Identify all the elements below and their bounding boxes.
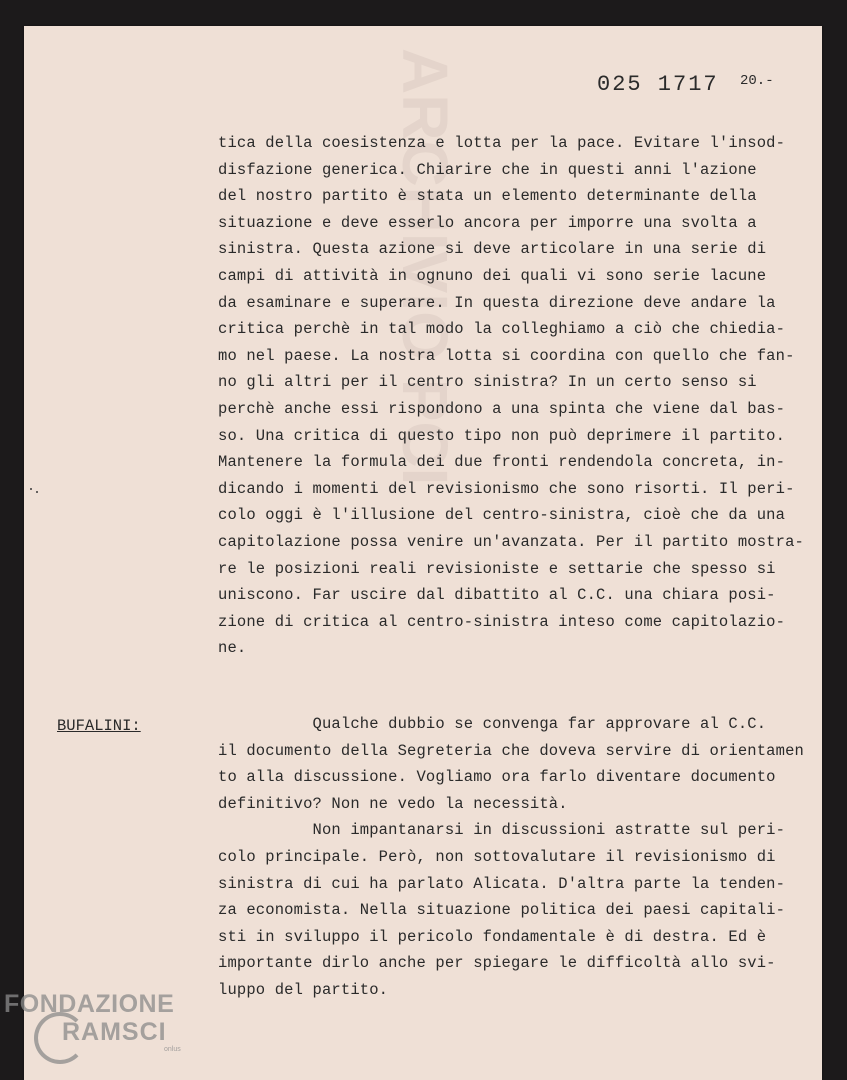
text-line: sinistra. Questa azione si deve articolare in una serie di	[218, 240, 767, 259]
text-line: situazione e deve esserlo ancora per imporre una svolta a	[218, 213, 757, 232]
text-line: za economista. Nella situazione politica dei paesi capitali-	[218, 901, 786, 920]
page-sequence: 20.-	[740, 73, 774, 89]
text-line: luppo del partito.	[218, 981, 389, 999]
text-line: campi di attività in ognuno dei quali vi sono serie lacune	[218, 267, 767, 285]
text-line: ne.	[218, 639, 247, 658]
text-line: re le posizioni reali revisioniste e settarie che spesso si	[218, 559, 776, 578]
text-line: tica della coesistenza e lotta per la pace. Evitare l'insod-	[218, 134, 786, 152]
text-line: colo oggi è l'illusione del centro-sinistra, cioè che da una	[218, 506, 786, 525]
text-line: to alla discussione. Vogliamo ora farlo diventare documento	[218, 768, 776, 787]
text-line: sti in sviluppo il pericolo fondamentale è di destra. Ed è	[218, 927, 767, 946]
speaker-name: BUFALINI:	[57, 717, 141, 735]
logo-line-2: RAMSCI	[62, 1018, 167, 1046]
text-line: zione di critica al centro-sinistra inteso come capitolazio-	[218, 612, 786, 631]
text-line: Non impantanarsi in discussioni astratte sul peri-	[218, 821, 786, 840]
margin-marks	[30, 488, 42, 498]
archive-page-number: 025 1717	[597, 72, 719, 97]
watermark	[352, 28, 472, 1080]
text-line: disfazione generica. Chiarire che in questi anni l'azione	[218, 160, 757, 179]
text-line: capitolazione possa venire un'avanzata. Per il partito mostra-	[218, 533, 804, 551]
text-line: so. Una critica di questo tipo non può deprimere il partito.	[218, 426, 786, 445]
text-line: del nostro partito è stata un elemento determinante della	[218, 187, 757, 206]
text-line: Mantenere la formula dei due fronti rendendola concreta, in-	[218, 453, 786, 472]
text-line: il documento della Segreteria che doveva servire di orientamen	[218, 741, 804, 760]
fondazione-gramsci-logo	[4, 990, 214, 1070]
text-line: no gli altri per il centro sinistra? In un certo senso si	[218, 373, 757, 392]
text-line: sinistra di cui ha parlato Alicata. D'altra parte la tenden-	[218, 874, 786, 893]
text-line: perchè anche essi rispondono a una spinta che viene dal bas-	[218, 400, 786, 418]
text-line: colo principale. Però, non sottovalutare il revisionismo di	[218, 848, 776, 866]
text-line: importante dirlo anche per spiegare le difficoltà allo svi-	[218, 954, 776, 973]
text-line: Qualche dubbio se convenga far approvare al C.C.	[218, 715, 767, 733]
watermark-text: ARCHIVIO PCI	[389, 48, 461, 486]
text-line: critica perchè in tal modo la colleghiamo a ciò che chiedia-	[218, 320, 786, 339]
logo-line-1: FONDAZIONE	[4, 990, 175, 1018]
logo-line-3: onlus	[164, 1046, 181, 1053]
text-line: uniscono. Far uscire dal dibattito al C.C. una chiara posi-	[218, 586, 776, 605]
text-line: definitivo? Non ne vedo la necessità.	[218, 794, 568, 813]
text-line: dicando i momenti del revisionismo che sono risorti. Il peri-	[218, 479, 795, 498]
text-line: mo nel paese. La nostra lotta si coordina con quello che fan-	[218, 346, 795, 365]
text-line: da esaminare e superare. In questa direzione deve andare la	[218, 293, 776, 312]
